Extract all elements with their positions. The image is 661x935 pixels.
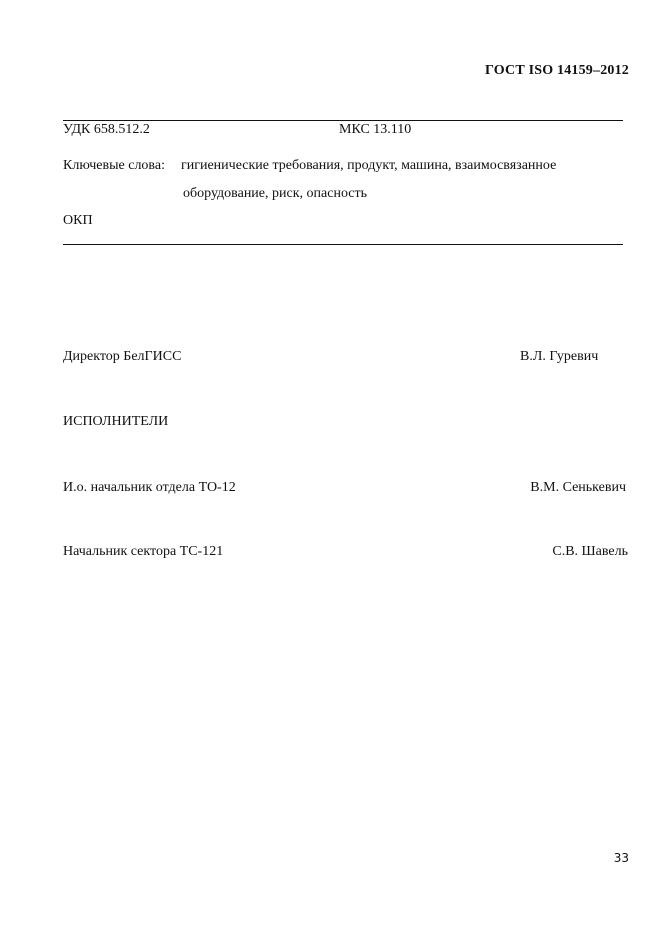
director-name: В.Л. Гуревич [520, 349, 599, 364]
keywords-line-2: оборудование, риск, опасность [183, 186, 368, 201]
executor-2-title: Начальник сектора ТС-121 [63, 544, 224, 559]
executor-2-name: С.В. Шавель [552, 544, 628, 559]
executor-1-title: И.о. начальник отдела ТО-12 [63, 480, 236, 495]
keywords-line-1: гигиенические требования, продукт, машина, взаимосвязанное [181, 158, 557, 173]
keywords-label: Ключевые слова: [63, 158, 165, 173]
bottom-divider [63, 244, 623, 245]
executors-heading: ИСПОЛНИТЕЛИ [63, 414, 169, 429]
director-title: Директор БелГИСС [63, 349, 182, 364]
top-divider [63, 120, 623, 121]
mks-code: МКС 13.110 [339, 122, 412, 137]
executor-1-name: В.М. Сенькевич [530, 480, 626, 495]
page-number: 33 [613, 851, 629, 865]
udk-code: УДК 658.512.2 [63, 122, 150, 137]
okp-code: ОКП [63, 213, 93, 228]
document-standard-title: ГОСТ ISO 14159–2012 [485, 63, 629, 78]
